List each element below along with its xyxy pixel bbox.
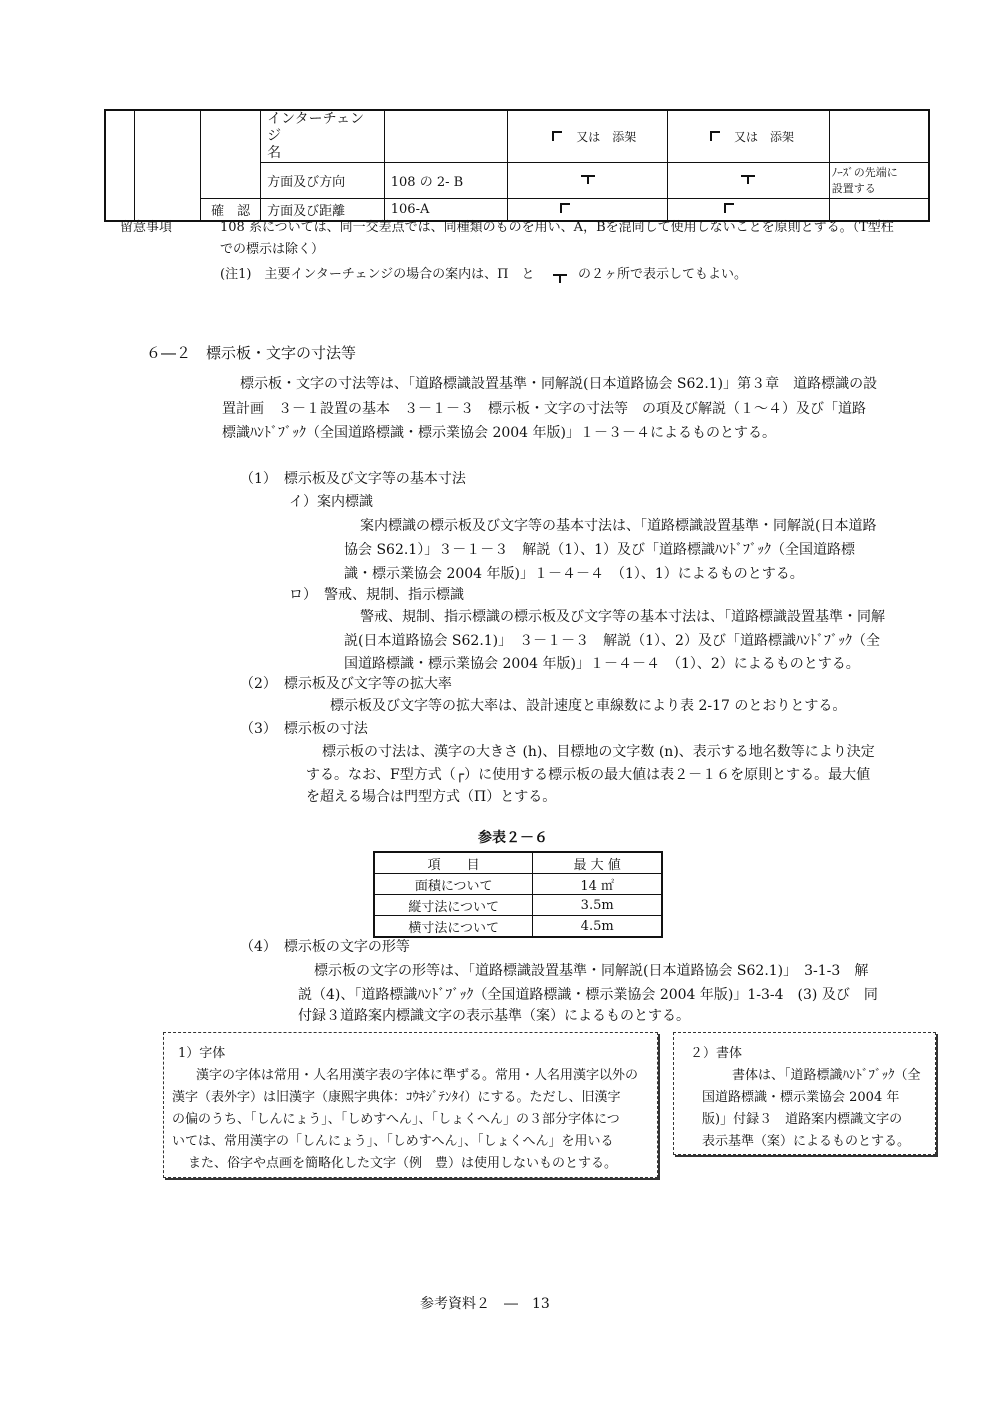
item-ro-line: 説(日本道路協会 S62.1)」 ３－１－３ 解説（1）、2）及び「道路標識ﾊﾝﾄﾞﾌﾞｯｸ（全 [344,633,880,649]
table-cell [668,110,830,163]
or-attach-text-2: 又は 添架 [733,130,794,144]
interchange-label-2: 名 [267,145,282,161]
box-line: 国道路標識・標示業協会 2004 年 [702,1090,900,1105]
table-cell: 3.5m [533,895,662,916]
ref-table [373,851,663,938]
table-cell [668,163,830,199]
table-cell: 14 ㎡ [533,874,662,895]
box-line: また、俗字や点画を簡略化した文字（例 豊）は使用しないものとする。 [188,1156,618,1171]
sign-code-2: 106‐A [390,201,430,217]
table-cell [105,110,135,221]
item-i-title: イ）案内標識 [289,494,373,510]
table-cell: 面積について [374,874,533,895]
item-i-line: 協会 S62.1）」３－１－３ 解説（1）、1）及び「道路標識ﾊﾝﾄﾞﾌﾞｯｸ（全国道路標 [344,542,856,558]
intro-line: 置計画 ３－１設置の基本 ３－１－３ 標示板・文字の寸法等 の項及び解説（１～４）及び「道路 [222,401,866,417]
table-row [105,110,929,163]
table-cell: 4.5m [533,916,662,938]
nose-note-2: 設置する [831,181,876,195]
table-cell: 横寸法について [374,916,533,938]
subsection-2-title: （2） 標示板及び文字等の拡大率 [240,676,452,692]
table-cell [261,163,385,199]
item-i-line: 案内標識の標示板及び文字等の基本寸法は、「道路標識設置基準・同解説(日本道路 [360,518,877,534]
item-i-line: 識・標示業協会 2004 年版)」１－４－４ （1）、1）によるものとする。 [344,566,804,582]
table-cell [829,163,929,199]
subsection-3-line: する。なお、F型方式（┌）に使用する標示板の最大値は表２－１６を原則とする。最大値 [306,767,871,783]
subsection-4-line: 標示板の文字の形等は、「道路標識設置基準・同解説(日本道路協会 S62.1)」 3-1-3 解 [314,963,869,979]
sign-code: 108 の 2- B [390,175,464,190]
box-line: 漢字（表外字）は旧漢字（康熙字典体：ｺｳｷｼﾞﾃﾝﾀｲ）にする。ただし、旧漢字 [172,1090,621,1105]
box-line: いては、常用漢字の「しんにょう」、「しめすへん」、「しょくへん」を用いる [172,1134,614,1149]
box-title: 1）字体 [178,1046,226,1061]
nose-note: ﾉｰｽﾞの先端に [831,165,898,179]
table-header-row [374,852,662,874]
f-type-symbol-icon [710,131,720,141]
page-footer: 参考資料２ ― 13 [420,1296,550,1312]
table-cell [829,110,929,163]
table-cell [261,110,385,163]
continuation-table [104,109,930,222]
table-row [374,895,662,916]
table-cell [508,110,668,163]
box-line: 版)」付録３ 道路案内標識文字の [702,1112,903,1127]
box-line: 漢字の字体は常用・人名用漢字表の字体に準ずる。常用・人名用漢字以外の [196,1068,639,1083]
table-cell [135,110,201,221]
table-cell [508,163,668,199]
intro-line: 標識ﾊﾝﾄﾞﾌﾞｯｸ（全国道路標識・標示業協会 2004 年版)」１－３－４によるものとする。 [222,425,776,441]
f-type-symbol-icon [560,203,570,213]
t-type-symbol-icon [741,175,755,184]
notes-line: 108 系については、同一交差点では、同種類のものを用い、A，Bを混同して使用しないことを原則とする。（T型柱 [220,220,894,235]
notes-label: 留意事項 [120,220,173,235]
subsection-3-line: 標示板の寸法は、漢字の大きさ (h)、目標地の文字数 (n)、表示する地名数等により決定 [322,744,875,760]
box-line: 表示基準（案）によるものとする。 [702,1134,911,1149]
subsection-4-line: 説（4)、「道路標識ﾊﾝﾄﾞﾌﾞｯｸ（全国道路標識・標示業協会 2004 年版)」1-3-4 (3) 及び 同 [298,987,878,1003]
ref-table-title: 参表２－６ [478,830,548,846]
item-ro-line: 国道路標識・標示業協会 2004 年版)」１－４－４ （1）、2）によるものとする。 [344,656,860,672]
confirm-label: 確 認 [211,203,251,219]
header-cell: 最 大 値 [533,852,662,874]
table-cell: 縦寸法について [374,895,533,916]
subsection-4-title: （4） 標示板の文字の形等 [240,939,410,955]
table-cell [384,110,508,163]
section-heading: ６―２ 標示板・文字の寸法等 [146,344,357,362]
table-cell [384,163,508,199]
distance-label: 方面及び距離 [267,203,346,219]
subsection-3-line: を超える場合は門型方式（Π）とする。 [306,789,557,805]
box-title: ２）書体 [690,1046,743,1061]
note-1-prefix: (注1) 主要インターチェンジの場合の案内は、Π と [220,267,535,282]
box-line: の偏のうち、「しんにょう」、「しめすへん」、「しょくへん」の３部分字体につ [172,1112,620,1127]
or-attach-text: 又は 添架 [576,130,637,144]
header-cell: 項 目 [374,852,533,874]
typeface-note-box [163,1032,658,1178]
item-ro-line: 警戒、規制、指示標識の標示板及び文字等の基本寸法は、「道路標識設置基準・同解 [360,609,885,625]
notes-line: での標示は除く） [220,242,325,257]
table-cell [201,110,261,199]
box-line: 書体は、「道路標識ﾊﾝﾄﾞﾌﾞｯｸ（全 [732,1068,921,1083]
subsection-4-line: 付録３道路案内標識文字の表示基準（案）によるものとする。 [298,1008,690,1024]
intro-line: 標示板・文字の寸法等は、「道路標識設置基準・同解説(日本道路協会 S62.1)」第３章 道路標識の設 [240,376,878,392]
item-ro-title: ロ） 警戒、規制、指示標識 [289,587,464,603]
t-type-symbol-icon [581,175,595,184]
font-note-box [673,1032,936,1155]
table-row [374,874,662,895]
subsection-1-title: （1） 標示板及び文字等の基本寸法 [240,471,466,487]
f-type-symbol-icon [552,131,562,141]
note-1-suffix: の２ヶ所で表示してもよい。 [578,267,748,282]
direction-label: 方面及び方向 [267,175,346,190]
table-row [374,916,662,938]
t-type-symbol-icon [553,274,567,283]
f-type-symbol-icon [724,203,734,213]
subsection-3-title: （3） 標示板の寸法 [240,721,368,737]
subsection-2-body: 標示板及び文字等の拡大率は、設計速度と車線数により表 2-17 のとおりとする。 [330,698,847,714]
interchange-label: インターチェンジ [267,111,365,144]
